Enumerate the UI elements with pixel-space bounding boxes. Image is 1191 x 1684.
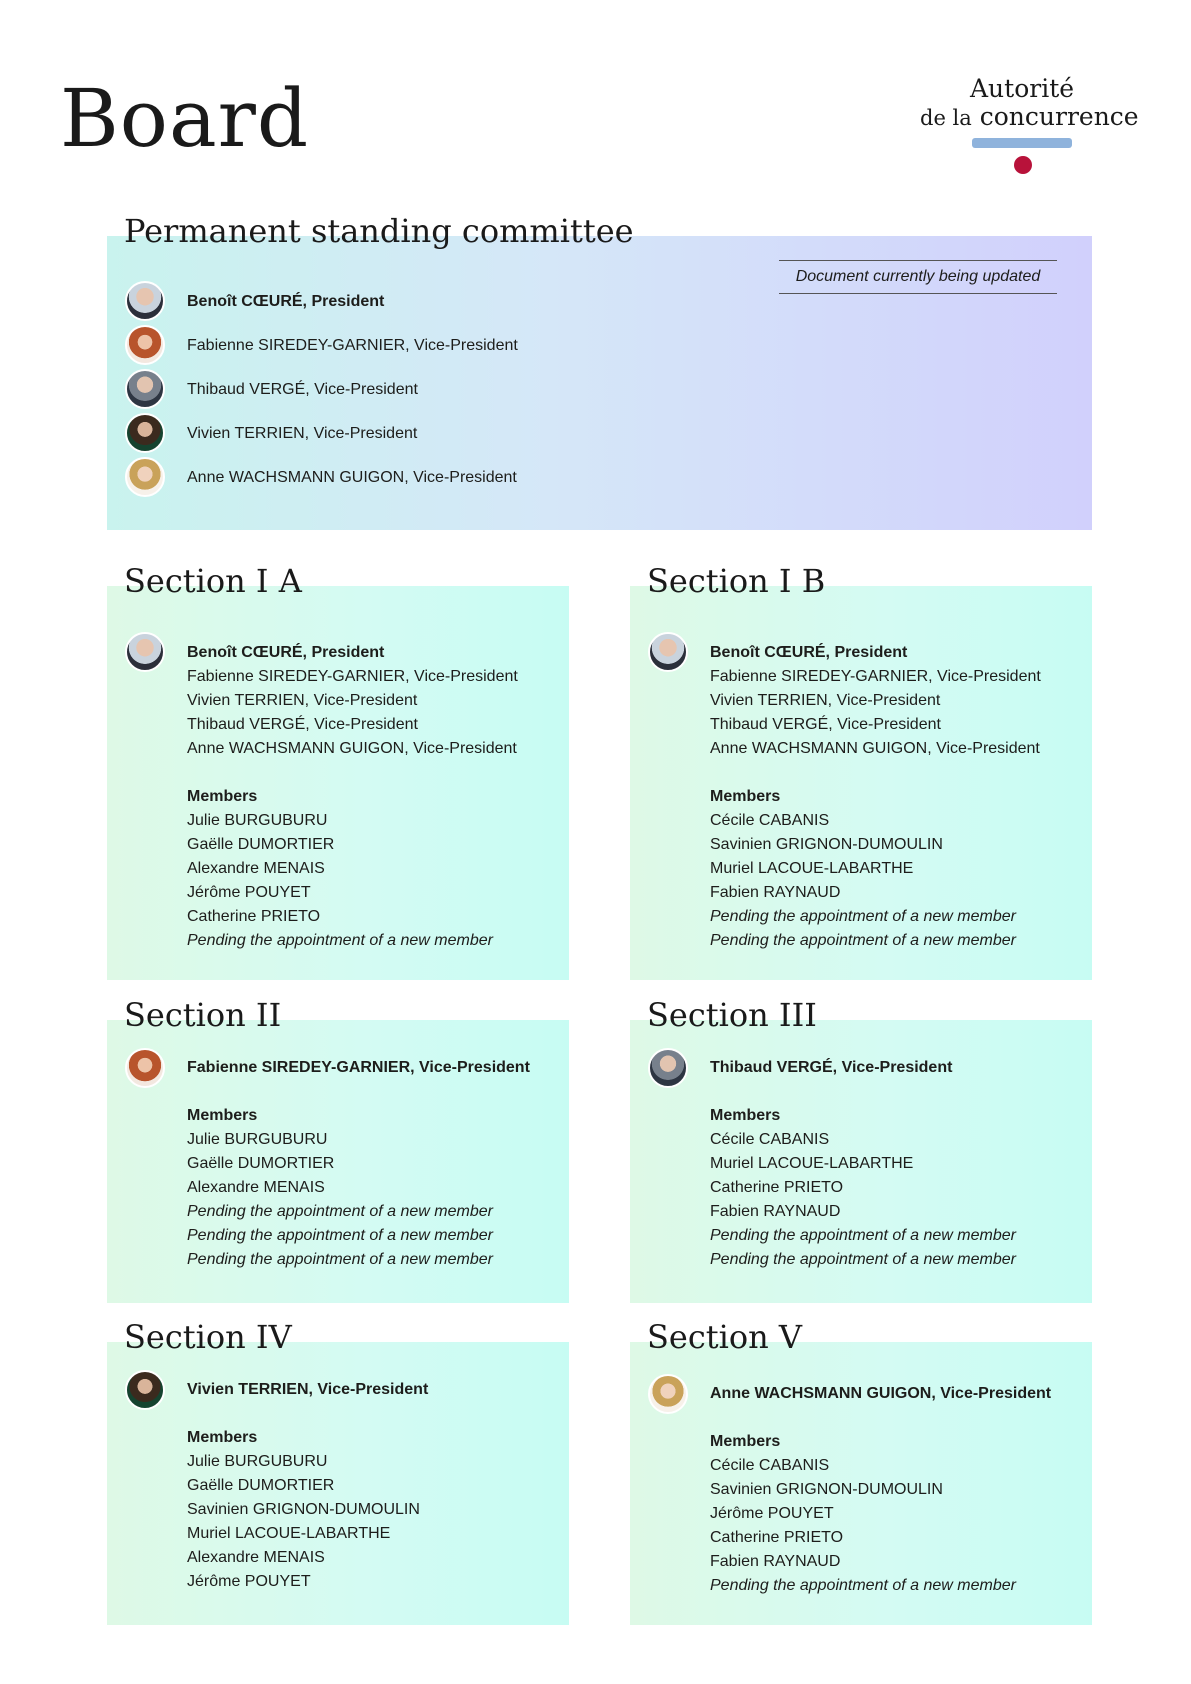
portrait-verge-icon: [648, 1048, 688, 1088]
portrait-terrien-icon: [125, 413, 165, 453]
section-members-list: [187, 1378, 428, 1594]
portrait-siredey-garnier-icon: [125, 1048, 165, 1088]
member-name: Catherine PRIETO: [710, 1179, 844, 1196]
update-notice: Document currently being updated: [779, 260, 1057, 294]
member-name: Jérôme POUYET: [187, 1573, 311, 1590]
page-title: Board: [60, 72, 310, 165]
pending-appointment: Pending the appointment of a new member: [187, 1251, 493, 1268]
section-head: Thibaud VERGÉ, Vice-President: [710, 1059, 953, 1076]
member-name: Cécile CABANIS: [710, 1457, 830, 1474]
section-v-panel: [630, 1318, 1092, 1625]
member-name: Fabien RAYNAUD: [710, 1203, 841, 1220]
panel-title: Section I B: [647, 562, 826, 600]
member-name: Fabien RAYNAUD: [710, 884, 841, 901]
logo-line-2-large: concurrence: [979, 102, 1139, 131]
section-head: Vivien TERRIEN, Vice-President: [187, 1381, 429, 1398]
member-name: Savinien GRIGNON-DUMOULIN: [187, 1501, 420, 1518]
member-name: Alexandre MENAIS: [187, 860, 325, 877]
portrait-siredey-garnier-icon: [125, 325, 165, 365]
member-name: Gaëlle DUMORTIER: [187, 836, 335, 853]
portrait-coeure-icon: [648, 632, 688, 672]
section-ii-panel: [107, 996, 569, 1303]
panel-title: Section III: [647, 996, 817, 1034]
pending-appointment: Pending the appointment of a new member: [187, 1203, 493, 1220]
section-members-list: [710, 641, 1041, 953]
logo-brush-stroke: [972, 138, 1072, 148]
section-head: Anne WACHSMANN GUIGON, Vice-President: [710, 1385, 1052, 1402]
section-members-list: [187, 1056, 530, 1272]
pending-appointment: Pending the appointment of a new member: [710, 932, 1016, 949]
committee-member: Vivien TERRIEN, Vice-President: [187, 425, 418, 442]
vice-president: Fabienne SIREDEY-GARNIER, Vice-President: [187, 668, 518, 685]
portrait-coeure-icon: [125, 632, 165, 672]
portrait-wachsmann-guigon-icon: [648, 1374, 688, 1414]
member-name: Julie BURGUBURU: [187, 1131, 328, 1148]
pending-appointment: Pending the appointment of a new member: [710, 1251, 1016, 1268]
section-members-list: [187, 641, 518, 953]
member-name: Catherine PRIETO: [187, 908, 321, 925]
pending-appointment: Pending the appointment of a new member: [710, 1577, 1016, 1594]
panel-title: Permanent standing committee: [124, 212, 634, 250]
members-label: Members: [187, 1107, 258, 1124]
member-name: Cécile CABANIS: [710, 1131, 830, 1148]
member-name: Savinien GRIGNON-DUMOULIN: [710, 1481, 943, 1498]
section-members-list: [710, 1056, 1016, 1272]
logo-line-2-small: de la: [920, 106, 972, 130]
member-name: Julie BURGUBURU: [187, 1453, 328, 1470]
section-ia-panel: [107, 562, 569, 980]
pending-appointment: Pending the appointment of a new member: [187, 932, 493, 949]
section-members-list: [710, 1382, 1051, 1598]
member-name: Alexandre MENAIS: [187, 1179, 325, 1196]
members-label: Members: [187, 788, 258, 805]
members-label: Members: [710, 1107, 781, 1124]
portrait-terrien-icon: [125, 1370, 165, 1410]
pending-appointment: Pending the appointment of a new member: [187, 1227, 493, 1244]
member-name: Gaëlle DUMORTIER: [187, 1477, 335, 1494]
committee-member: Fabienne SIREDEY-GARNIER, Vice-President: [187, 337, 518, 354]
member-name: Fabien RAYNAUD: [710, 1553, 841, 1570]
section-ib-panel: [630, 562, 1092, 980]
portrait-coeure-icon: [125, 281, 165, 321]
section-head: Benoît CŒURÉ, President: [187, 644, 385, 661]
panel-title: Section I A: [124, 562, 302, 600]
members-label: Members: [710, 788, 781, 805]
vice-president: Fabienne SIREDEY-GARNIER, Vice-President: [710, 668, 1041, 685]
member-name: Jérôme POUYET: [710, 1505, 834, 1522]
vice-president: Vivien TERRIEN, Vice-President: [187, 692, 418, 709]
vice-president: Anne WACHSMANN GUIGON, Vice-President: [710, 740, 1040, 757]
members-label: Members: [187, 1429, 258, 1446]
member-name: Muriel LACOUE-LABARTHE: [710, 860, 914, 877]
vice-president: Thibaud VERGÉ, Vice-President: [187, 716, 418, 733]
panel-title: Section II: [124, 996, 282, 1034]
logo-dot-icon: [1014, 156, 1032, 174]
logo-line-1: Autorité: [970, 74, 1075, 103]
panel-title: Section V: [647, 1318, 803, 1356]
permanent-committee-panel: [107, 212, 1092, 530]
logo-line-2: [920, 102, 1139, 131]
vice-president: Anne WACHSMANN GUIGON, Vice-President: [187, 740, 517, 757]
member-name: Cécile CABANIS: [710, 812, 830, 829]
members-label: Members: [710, 1433, 781, 1450]
section-head: Benoît CŒURÉ, President: [710, 644, 908, 661]
member-name: Savinien GRIGNON-DUMOULIN: [710, 836, 943, 853]
portrait-verge-icon: [125, 369, 165, 409]
section-head: Fabienne SIREDEY-GARNIER, Vice-President: [187, 1059, 530, 1076]
member-name: Muriel LACOUE-LABARTHE: [710, 1155, 914, 1172]
portrait-wachsmann-guigon-icon: [125, 457, 165, 497]
committee-member: Benoît CŒURÉ, President: [187, 293, 385, 310]
section-iii-panel: [630, 996, 1092, 1303]
committee-member: Thibaud VERGÉ, Vice-President: [187, 381, 418, 398]
member-name: Gaëlle DUMORTIER: [187, 1155, 335, 1172]
member-name: Alexandre MENAIS: [187, 1549, 325, 1566]
committee-member: Anne WACHSMANN GUIGON, Vice-President: [187, 469, 517, 486]
member-name: Jérôme POUYET: [187, 884, 311, 901]
panel-title: Section IV: [124, 1318, 292, 1356]
member-name: Muriel LACOUE-LABARTHE: [187, 1525, 391, 1542]
section-iv-panel: [107, 1318, 569, 1625]
member-name: Julie BURGUBURU: [187, 812, 328, 829]
member-name: Catherine PRIETO: [710, 1529, 844, 1546]
pending-appointment: Pending the appointment of a new member: [710, 908, 1016, 925]
vice-president: Thibaud VERGÉ, Vice-President: [710, 716, 941, 733]
vice-president: Vivien TERRIEN, Vice-President: [710, 692, 941, 709]
autorite-logo: [910, 74, 1140, 184]
pending-appointment: Pending the appointment of a new member: [710, 1227, 1016, 1244]
